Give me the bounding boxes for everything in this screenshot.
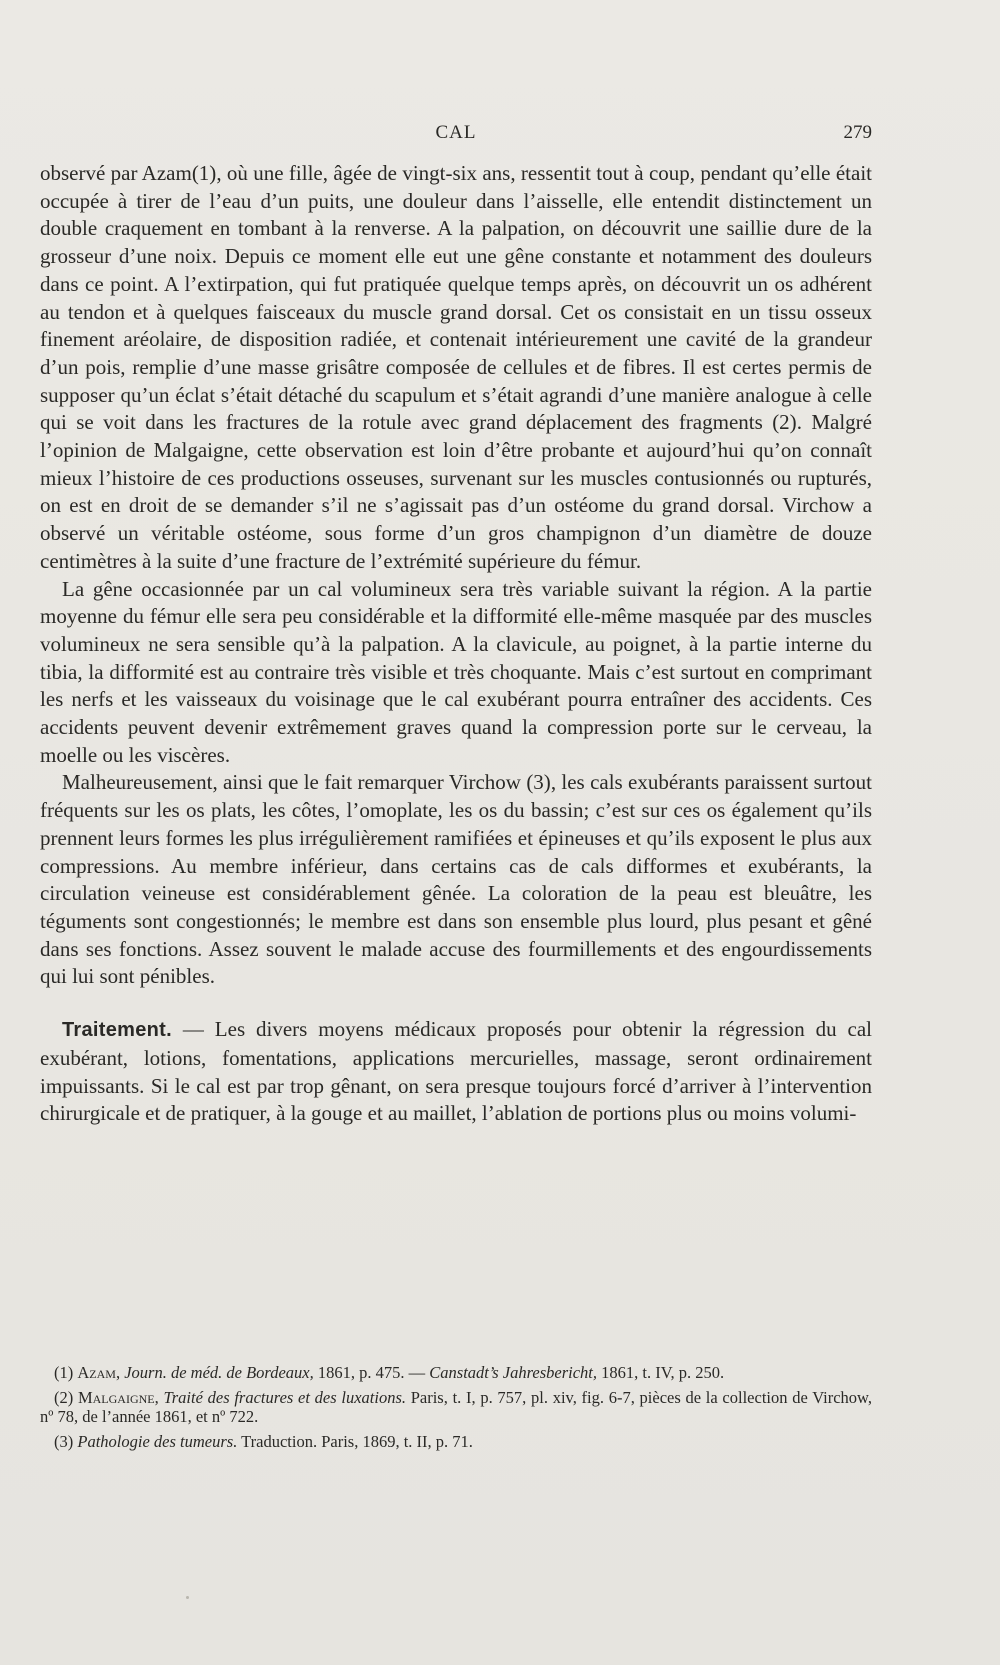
running-title: CAL (435, 122, 477, 143)
paragraph-3-text-a: Malheureusement, ainsi que le fait remarquer Virchow (62, 770, 527, 795)
footnote-3-title: Pathologie des tumeurs. (77, 1432, 238, 1451)
paragraph-1 (40, 160, 872, 576)
section-traitement (40, 1016, 872, 1128)
page-number: 279 (843, 122, 872, 143)
footnote-2-title: Traité des fractures et des luxations. (163, 1388, 406, 1407)
footnote-1 (40, 1363, 872, 1382)
footnote-2-author: Malgaigne, (77, 1388, 159, 1407)
paragraph-3 (40, 769, 872, 991)
footnote-3-mark: (3) (54, 1432, 74, 1451)
paragraph-1-text-c: . Malgré l’opinion de Malgaigne, cette observation est loin d’être probante et aujourd’hui qu’on connaît mieux l’histoire de ces productions osseuses, survenant sur les muscles contusionnés ou rupturés, on est en droit de se demander s’il ne s’agissait pas d’un ostéome du grand dorsal. Virchow a observé un véritable ostéome, sous forme d’un gros champignon d’un diamètre de douze centimètres à la suite d’une fracture de l’extrémité supérieure du fémur. (40, 410, 872, 573)
footnote-ref-2: (2) (772, 410, 797, 435)
section-heading: Traitement. (62, 1019, 172, 1042)
paper-speck (186, 1596, 189, 1599)
section-text: — Les divers moyens médicaux proposés pour obtenir la régression du cal exubérant, lotions, fomentations, applications mercurielles, massage, seront ordinairement impuissants. Si le cal est par trop gênant, on sera presque toujours forcé d’arriver à l’intervention chirurgicale et de pratiquer, à la gouge et au maillet, l’ablation de portions plus ou moins volumi- (40, 1017, 872, 1126)
footnote-2-end: Paris, t. I, p. 757, pl. xiv, fig. 6-7, pièces de la collection de Virchow, nº 78, de l’année 1861, et nº 722. (40, 1388, 872, 1426)
footnote-3 (40, 1432, 872, 1451)
footnotes (40, 1363, 872, 1457)
running-head (40, 122, 872, 150)
paragraph-1-text-b: , où une fille, âgée de vingt-six ans, ressentit tout à coup, pendant qu’elle était occupée à tirer de l’eau d’un puits, une douleur dans l’aisselle, elle entendit distinctement un double craquement en tombant à la renverse. A la palpation, on découvrit une saillie dure de la grosseur d’une noix. Depuis ce moment elle eut une gêne constante et notamment des douleurs dans ce point. A l’extirpation, qui fut pratiquée quelque temps après, on découvrit un os adhérent au tendon et à quelques faisceaux du muscle grand dorsal. Cet os consistait en un tissu osseux finement aréolaire, de disposition radiée, et contenait intérieurement une cavité de la grandeur d’un pois, remplie d’une masse grisâtre composée de cellules et de fibres. Il est certes permis de supposer qu’un éclat s’était détaché du scapulum et s’était agrandi d’une manière analogue à celle qui se voit dans les fractures de la rotule avec grand déplacement des fragments (40, 161, 872, 435)
footnote-ref-3: (3) (526, 770, 551, 795)
footnote-1-mark: (1) (54, 1363, 74, 1382)
footnote-3-end: Traduction. Paris, 1869, t. II, p. 71. (237, 1432, 473, 1451)
footnote-ref-1: (1) (191, 161, 217, 185)
footnote-1-end: 1861, t. IV, p. 250. (597, 1363, 725, 1382)
footnote-1-journal-2: Canstadt’s Jahresbericht, (429, 1363, 598, 1382)
footnote-2 (40, 1388, 872, 1426)
paragraph-2: La gêne occasionnée par un cal volumineux sera très variable suivant la région. A la partie moyenne du fémur elle sera peu considérable et la difformité elle-même masquée par des muscles volumineux ne sera sensible qu’à la palpation. A la clavicule, au poignet, à la partie interne du tibia, la difformité est au contraire très visible et très choquante. Mais c’est surtout en comprimant les nerfs et les vaisseaux du voisinage que le cal exubérant pourra entraîner des accidents. Ces accidents peuvent devenir extrêmement graves quand la compression porte sur le cerveau, la moelle ou les viscères. (40, 576, 872, 767)
paragraph-1-text-a: observé par Azam (40, 161, 192, 185)
paragraph-3-text-b: , les cals exubérants paraissent surtout fréquents sur les os plats, les côtes, l’omoplate, les os du bassin; c’est sur ces os également qu’ils prennent leurs formes les plus irrégulièrement ramifiées et épineuses et qu’ils exposent le plus aux compressions. Au membre inférieur, dans certains cas de cals difformes et exubérants, la circulation veineuse est considérablement gênée. La coloration de la peau est bleuâtre, les téguments sont congestionnés; le membre est dans son ensemble plus lourd, plus pesant et gêné dans ses fonctions. Assez souvent le malade accuse des fourmillements et des engourdissements qui lui sont pénibles. (40, 770, 872, 989)
footnote-1-journal: Journ. de méd. de Bordeaux, (124, 1363, 314, 1382)
footnote-2-mark: (2) (54, 1388, 74, 1407)
footnote-1-mid: 1861, p. 475. — (313, 1363, 430, 1382)
body-text (40, 160, 872, 1128)
footnote-1-author: Azam, (77, 1363, 121, 1382)
